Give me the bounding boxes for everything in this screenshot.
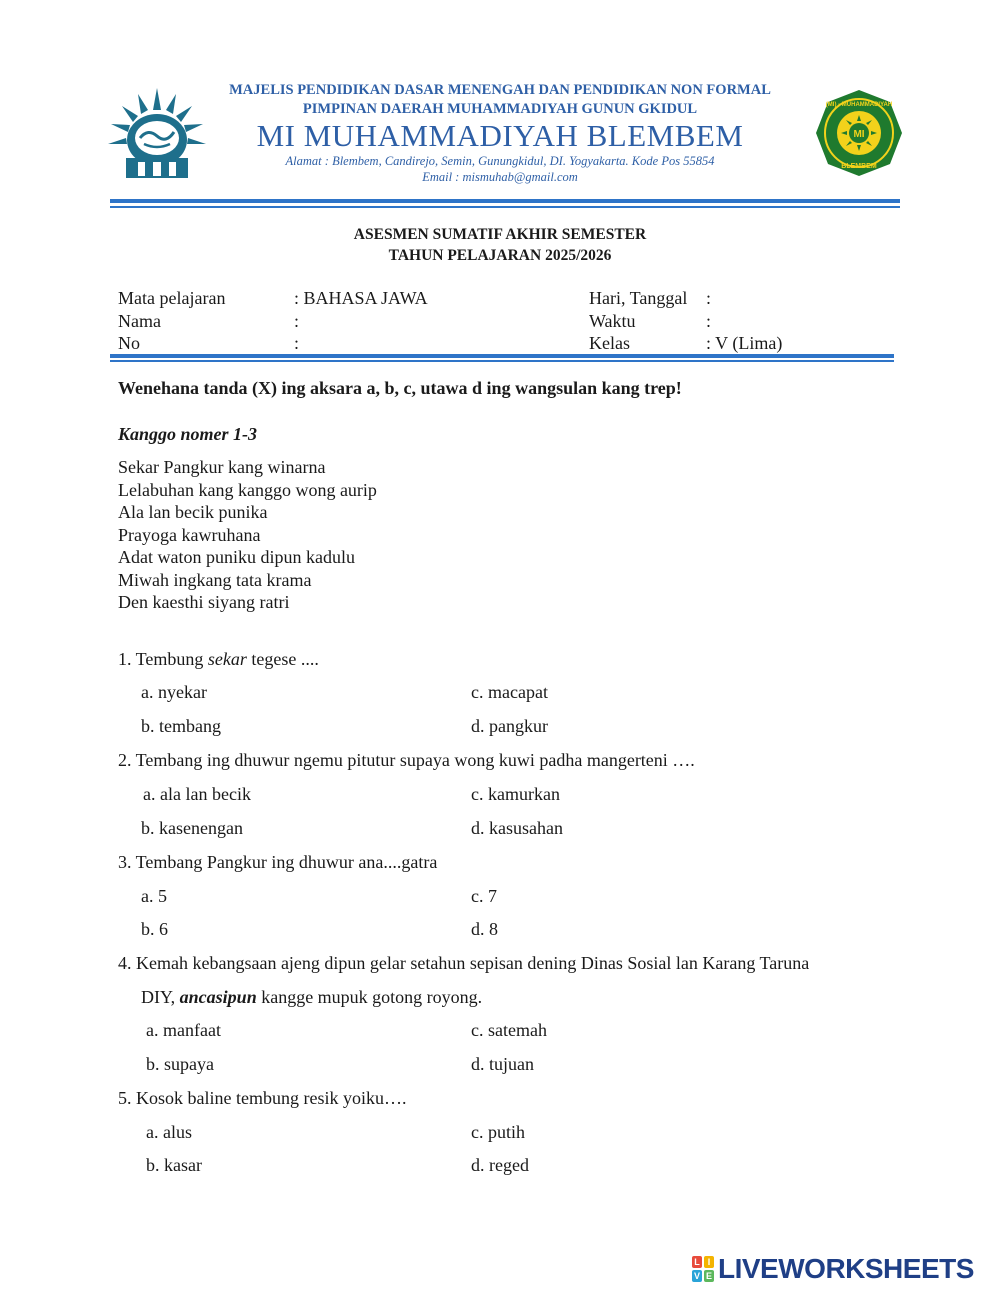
question-4-continued: DIY, ancasipun kangge mupuk gotong royong. [141,987,483,1007]
q2-option-a[interactable]: a. ala lan becik [143,784,251,804]
q2-option-c[interactable]: c. kamurkan [471,784,560,804]
question-3: 3. Tembang Pangkur ing dhuwur ana....gatra [118,852,438,872]
q2-option-b[interactable]: b. kasenengan [141,818,243,838]
header-line-1: MAJELIS PENDIDIKAN DASAR MENENGAH DAN PENDIDIKAN NON FORMAL [229,82,771,98]
question-4-keyword: ancasipun [179,987,257,1007]
q1-option-b[interactable]: b. tembang [141,716,221,736]
exam-year: TAHUN PELAJARAN 2025/2026 [388,247,612,264]
q3-option-b[interactable]: b. 6 [141,919,168,939]
liveworksheets-wordmark: LIVEWORKSHEETS [718,1253,974,1284]
class-label: Kelas [589,333,630,353]
poem-line: Prayoga kawruhana [118,525,261,545]
q3-option-a[interactable]: a. 5 [141,886,167,906]
liveworksheets-watermark [692,1252,974,1286]
header-rule-thin [110,206,900,208]
question-2: 2. Tembang ing dhuwur ngemu pitutur supaya wong kuwi padha mangerteni …. [118,750,695,770]
header-line-2: PIMPINAN DAERAH MUHAMMADIYAH GUNUN GKIDUL [302,101,698,117]
name-value: : [294,311,300,331]
time-value: : [706,311,712,331]
day-label: Hari, Tanggal [589,288,688,308]
poem-line: Adat waton puniku dipun kadulu [118,547,355,567]
school-email: Email : mismuhab@gmail.com [422,170,578,184]
question-1-keyword: sekar [207,649,247,669]
info-rule-thick [110,354,894,358]
no-label: No [118,333,140,353]
name-label: Nama [118,311,161,331]
header-rule-thick [110,199,900,203]
section-label: Kanggo nomer 1-3 [118,424,258,444]
exam-title: ASESMEN SUMATIF AKHIR SEMESTER [353,226,647,243]
poem-line: Sekar Pangkur kang winarna [118,457,326,477]
q4-option-a[interactable]: a. manfaat [146,1020,221,1040]
poem-line: Den kaesthi siyang ratri [118,592,290,612]
q4-option-d[interactable]: d. tujuan [471,1054,534,1074]
q5-option-c[interactable]: c. putih [471,1122,525,1142]
school-name: MI MUHAMMADIYAH BLEMBEM [256,118,744,153]
question-4: 4. Kemah kebangsaan ajeng dipun gelar setahun sepisan dening Dinas Sosial lan Karang Taruna [118,953,810,973]
svg-text:BLEMBEM: BLEMBEM [841,163,877,170]
subject-label: Mata pelajaran [118,288,226,308]
instruction: Wenehana tanda (X) ing aksara a, b, c, utawa d ing wangsulan kang trep! [118,378,682,398]
poem-line: Miwah ingkang tata krama [118,570,312,590]
time-label: Waktu [589,311,636,331]
info-rule-thin [110,360,894,362]
q1-option-a[interactable]: a. nyekar [141,682,207,702]
class-value: : V (Lima) [706,333,783,353]
q5-option-d[interactable]: d. reged [471,1155,529,1175]
day-value: : [706,288,712,308]
q1-option-c[interactable]: c. macapat [471,682,548,702]
q2-option-d[interactable]: d. kasusahan [471,818,563,838]
svg-text:MI: MI [853,129,865,140]
poem-line: Ala lan becik punika [118,502,268,522]
poem-line: Lelabuhan kang kanggo wong aurip [118,480,377,500]
q4-option-c[interactable]: c. satemah [471,1020,547,1040]
question-5: 5. Kosok baline tembung resik yoiku…. [118,1088,407,1108]
mi-muhammadiyah-logo [814,88,904,178]
subject-value: : BAHASA JAWA [294,288,428,308]
no-value: : [294,333,300,353]
q4-option-b[interactable]: b. supaya [146,1054,214,1074]
svg-text:(MI) · MUHAMMADIYAH: (MI) · MUHAMMADIYAH [825,102,893,108]
q5-option-a[interactable]: a. alus [146,1122,192,1142]
q3-option-d[interactable]: d. 8 [471,919,498,939]
q5-option-b[interactable]: b. kasar [146,1155,202,1175]
question-1: 1. Tembung sekar tegese .... [118,649,319,669]
liveworksheets-logo-icon: L I V E [693,1257,712,1281]
school-address: Alamat : Blembem, Candirejo, Semin, Gunungkidul, DI. Yogyakarta. Kode Pos 55854 [285,154,715,168]
q3-option-c[interactable]: c. 7 [471,886,497,906]
q1-option-d[interactable]: d. pangkur [471,716,548,736]
